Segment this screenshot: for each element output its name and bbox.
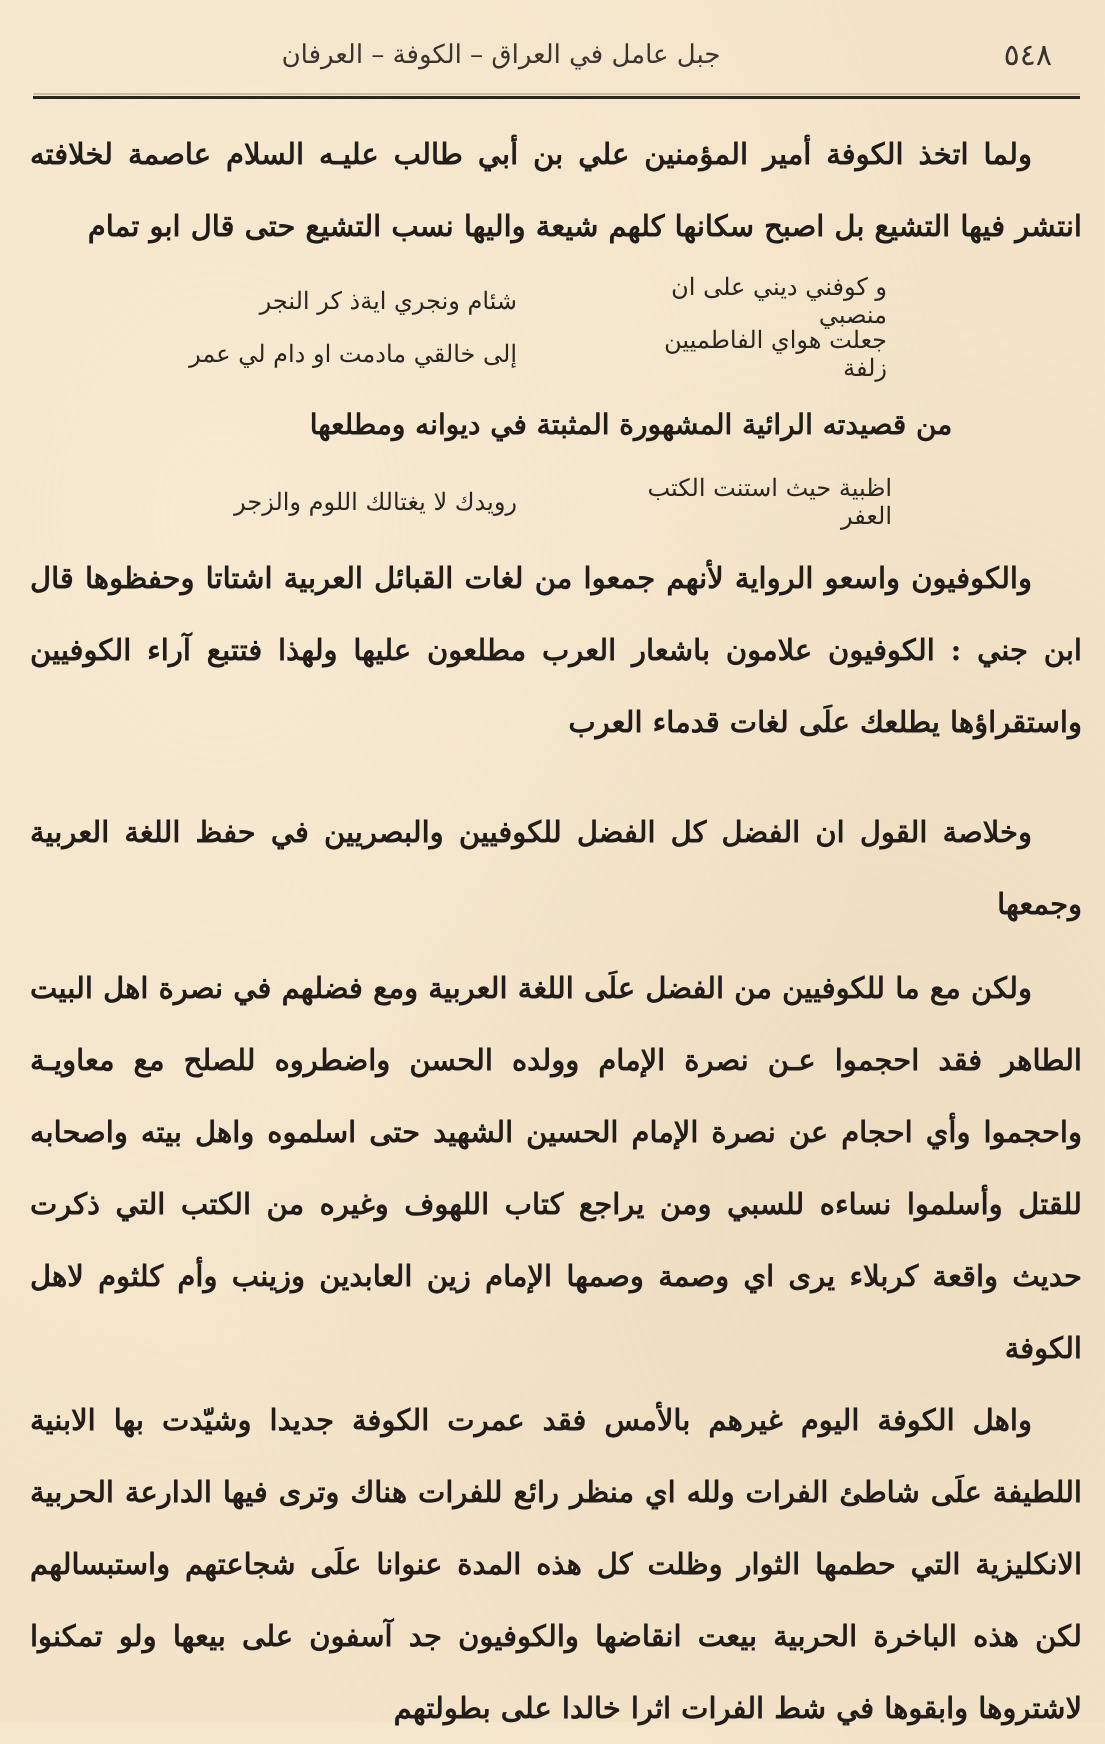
- spacer: [30, 262, 1082, 274]
- paragraph-kufa-caliphate: ولما اتخذ الكوفة أمير المؤمنين علي بن أبي طالب عليـه السلام عاصمة لخلافته انتشر فيها التشيع بل اصبح سكانها كلهم شيعة واليها نسب التشيع حتى قال ابو تمام: [30, 137, 1082, 243]
- verse-line: [30, 274, 1082, 327]
- poem-abu-tammam: [30, 274, 1082, 380]
- verse-first-hemistich: و كوفني ديني على ان منصبي: [671, 272, 887, 329]
- verse-line: [30, 327, 1082, 380]
- paragraph-conclusion: وخلاصة القول ان الفضل كل الفضل للكوفيين والبصريين في حفظ اللغة العربية وجمعها: [30, 815, 1082, 921]
- page-header: [30, 38, 1082, 88]
- verse-first-hemistich: اظبية حيث استنت الكتب العفر: [647, 474, 892, 530]
- verse-second-hemistich: رويدك لا يغتالك اللوم والزجر: [234, 488, 517, 516]
- page-body: [30, 118, 1082, 1744]
- header-rule-divider: [33, 93, 1080, 99]
- verse-second-hemistich: شئام ونجري ايةذ كر النجر: [259, 286, 517, 315]
- verse-second-hemistich: إلى خالقي مادمت او دام لي عمر: [189, 339, 517, 368]
- spacer: [30, 758, 1082, 796]
- page-number: ٥٤٨: [1003, 38, 1052, 73]
- paragraph-kufans-abandonment: ولكن مع ما للكوفيين من الفضل علَى اللغة العربية ومع فضلهم في نصرة اهل البيت الطاهر فقد احجموا عـن نصرة الإمام وولده الحسن واضطروه للصلح مع معاويـة واحجموا وأي احجام عن نصرة الإمام الحسين الشهيد حتى اسلموه واهل بيته واصحابه للقتل وأسلموا نساءه للسبي ومن يراجع كتاب اللهوف وغيره من الكتب التي ذكرت حديث واقعة كربلاء يرى اي وصمة وصمها الإمام زين العابدين وزينب وأم كلثوم لاهل الكوفة: [30, 971, 1082, 1365]
- paragraph-kufa-today: واهل الكوفة اليوم غيرهم بالأمس فقد عمرت الكوفة جديدا وشيّدت بها الابنية اللطيفة علَى شاطئ الفرات ولله اي منظر رائع للفرات هناك وترى فيها الدارعة الحربية الانكليزية التي حطمها الثوار وظلت كل هذه المدة عنوانا علَى شجاعتهم واستبسالهم لكن هذه الباخرة الحربية بيعت انقاضها والكوفيون جد آسفون على بيعها ولو تمكنوا لاشتروها وابقوها في شط الفرات اثرا خالدا على بطولتهم: [30, 1403, 1082, 1725]
- poem-intro-line: من قصيدته الرائية المشهورة المثبتة في ديوانه ومطلعها: [309, 408, 953, 441]
- verse-first-hemistich: جعلت هواي الفاطميين زلفة: [664, 325, 887, 382]
- paragraph-kufans-narration: والكوفيون واسعو الرواية لأنهم جمعوا من لغات القبائل العربية اشتاتا وحفظوها قال ابن جني : الكوفيون علامون باشعار العرب مطلعون عليها ولهذا فتتبع آراء الكوفيين واستقراؤها يطلعك علَى لغات قدماء العرب: [30, 561, 1082, 739]
- poem-opening-verse: [30, 462, 1082, 542]
- running-title: جبل عامل في العراق – الكوفة – العرفان: [281, 40, 721, 70]
- verse-line: [30, 462, 1082, 542]
- spacer: [30, 940, 1082, 952]
